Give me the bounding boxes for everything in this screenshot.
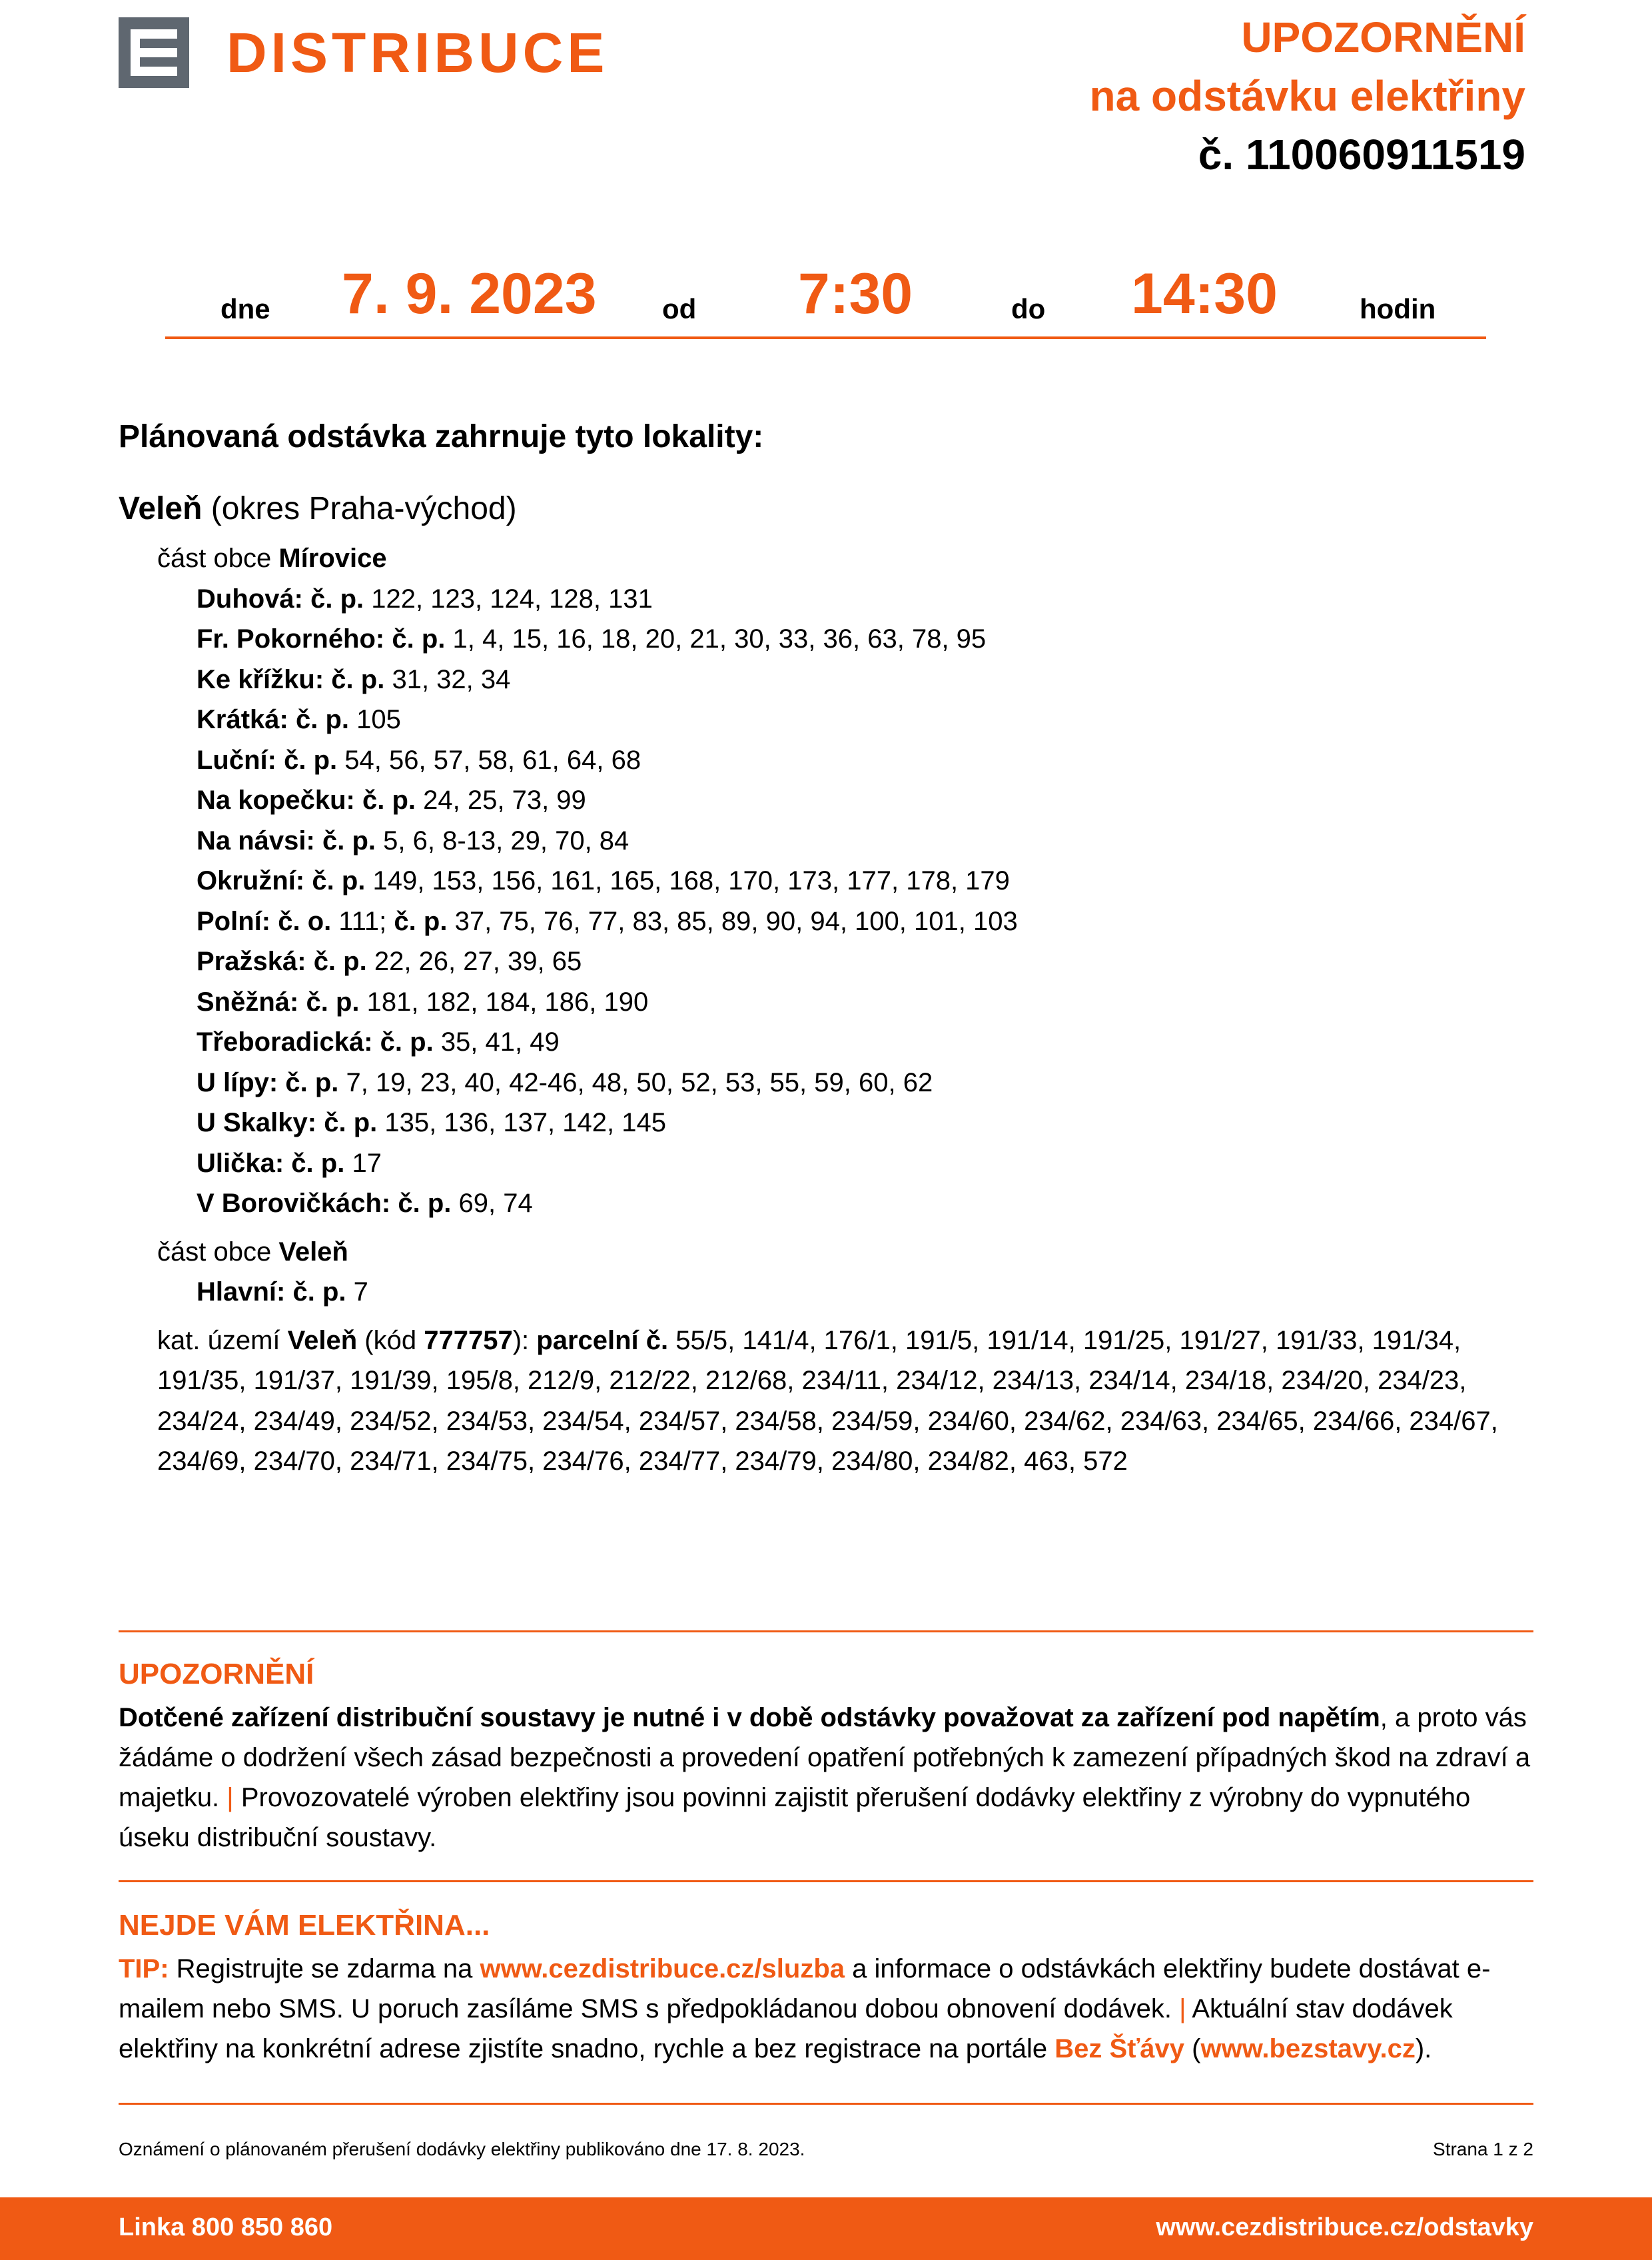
divider bbox=[119, 1630, 1533, 1632]
notice-number: č. 110060911519 bbox=[1198, 131, 1525, 179]
house-numbers: 7 bbox=[353, 1277, 368, 1307]
street-row bbox=[119, 1183, 1537, 1224]
street-row bbox=[119, 901, 1537, 942]
part-name: Veleň bbox=[278, 1237, 348, 1267]
no-power-text-2: a informace o odstávkách elektřiny budete dostávat e-mailem nebo SMS. U poruch zasíláme SMS s předpokládanou dobou obnovení dodávek. bbox=[119, 1954, 1491, 2023]
notice-title-line1: UPOZORNĚNÍ bbox=[1241, 13, 1525, 61]
bottom-bar bbox=[0, 2197, 1652, 2260]
street-row bbox=[119, 579, 1537, 620]
notice-title-line2: na odstávku elektřiny bbox=[1089, 72, 1525, 120]
number-type: č. p. bbox=[285, 1067, 339, 1097]
municipality-name: Veleň bbox=[119, 491, 203, 526]
house-numbers: 135, 136, 137, 142, 145 bbox=[384, 1108, 666, 1137]
street-row bbox=[119, 1272, 1537, 1313]
warning-text bbox=[119, 1698, 1537, 1858]
parcel-label: parcelní č. bbox=[536, 1325, 669, 1355]
number-type: č. p. bbox=[362, 786, 416, 815]
house-numbers: 35, 41, 49 bbox=[440, 1027, 560, 1057]
house-numbers: 22, 26, 27, 39, 65 bbox=[374, 947, 582, 976]
street-name: U lípy: bbox=[197, 1067, 278, 1097]
outage-to-time: 14:30 bbox=[1131, 262, 1278, 326]
house-numbers: 149, 153, 156, 161, 165, 168, 170, 173, 177, 178, 179 bbox=[372, 866, 1010, 895]
open-paren: ( bbox=[1192, 2034, 1201, 2063]
number-type: č. p. bbox=[312, 866, 366, 895]
logo-mark bbox=[119, 17, 189, 88]
part-prefix: část obce bbox=[157, 1237, 272, 1267]
house-numbers: 31, 32, 34 bbox=[392, 664, 511, 694]
street-row bbox=[119, 1063, 1537, 1103]
number-type: č. p. bbox=[394, 906, 448, 936]
street-name: U Skalky: bbox=[197, 1108, 317, 1137]
notice-title bbox=[1090, 8, 1525, 184]
logo-e-icon bbox=[131, 29, 177, 76]
number-type: č. p. bbox=[313, 947, 367, 976]
number-type: č. p. bbox=[284, 745, 338, 775]
part-name: Mírovice bbox=[278, 544, 387, 573]
number-type: č. p. bbox=[331, 664, 385, 694]
street-name: V Borovičkách: bbox=[197, 1189, 391, 1218]
outage-date: 7. 9. 2023 bbox=[342, 262, 597, 326]
street-name: Sněžná: bbox=[197, 987, 299, 1017]
no-power-heading: NEJDE VÁM ELEKTŘINA... bbox=[119, 1909, 490, 1942]
street-row bbox=[119, 861, 1537, 901]
warning-bold-text: Dotčené zařízení distribuční soustavy je nutné i v době odstávky považovat za zařízení pod napětím bbox=[119, 1703, 1380, 1732]
localities-heading: Plánovaná odstávka zahrnuje tyto lokality: bbox=[119, 419, 764, 454]
number-type: č. o. bbox=[278, 906, 332, 936]
divider bbox=[119, 2103, 1533, 2105]
street-row bbox=[119, 982, 1537, 1023]
house-numbers: 54, 56, 57, 58, 61, 64, 68 bbox=[344, 745, 641, 775]
day-label: dne bbox=[220, 293, 270, 324]
street-row bbox=[119, 700, 1537, 740]
no-power-text-3: Aktuální stav dodávek elektřiny na konkrétní adrese zjistíte snadno, rychle a bez registrace na portále bbox=[119, 1994, 1453, 2063]
brand-name: DISTRIBUCE bbox=[226, 21, 609, 84]
house-numbers: 105 bbox=[356, 705, 401, 734]
street-row bbox=[119, 1103, 1537, 1143]
street-name: Okružní: bbox=[197, 866, 305, 895]
street-name: Ke křížku: bbox=[197, 664, 324, 694]
street-row bbox=[119, 740, 1537, 781]
street-name: Třeboradická: bbox=[197, 1027, 373, 1057]
house-numbers: 69, 74 bbox=[458, 1189, 533, 1218]
street-row bbox=[119, 1022, 1537, 1063]
page-number: Strana 1 z 2 bbox=[1433, 2139, 1533, 2159]
number-type: č. p. bbox=[380, 1027, 434, 1057]
street-name: Na kopečku: bbox=[197, 786, 355, 815]
number-type: č. p. bbox=[306, 987, 360, 1017]
district: (okres Praha-východ) bbox=[210, 491, 517, 526]
registration-link[interactable]: www.cezdistribuce.cz/sluzba bbox=[480, 1954, 845, 1983]
street-row bbox=[119, 941, 1537, 982]
street-name: Fr. Pokorného: bbox=[197, 624, 385, 654]
number-type: č. p. bbox=[292, 1277, 346, 1307]
separator: | bbox=[1179, 1994, 1186, 2023]
house-numbers: 17 bbox=[352, 1148, 382, 1178]
house-numbers: 24, 25, 73, 99 bbox=[423, 786, 586, 815]
hours-label: hodin bbox=[1360, 293, 1436, 324]
cadastral-code-close: ): bbox=[512, 1325, 530, 1355]
divider bbox=[119, 1880, 1533, 1882]
street-name: Pražská: bbox=[197, 947, 306, 976]
number-type: č. p. bbox=[398, 1189, 452, 1218]
company-logo bbox=[119, 17, 608, 88]
street-name: Na návsi: bbox=[197, 826, 315, 855]
cadastral-parcels bbox=[157, 1321, 1529, 1482]
part-of-municipality bbox=[119, 538, 1537, 579]
part-prefix: část obce bbox=[157, 544, 272, 573]
municipality bbox=[119, 490, 517, 527]
part-of-municipality bbox=[119, 1232, 1537, 1273]
warning-text-1: , a proto vás žádáme o dodržení všech zásad bezpečnosti a provedení opatření potřebných k zamezení případných škod na zdraví a majetku. bbox=[119, 1703, 1531, 1812]
cadastral-prefix: kat. území bbox=[157, 1325, 280, 1355]
website-link[interactable]: www.cezdistribuce.cz/odstavky bbox=[1156, 2213, 1533, 2241]
street-name: Duhová: bbox=[197, 584, 303, 614]
house-numbers: 1, 4, 15, 16, 18, 20, 21, 30, 33, 36, 63, 78, 95 bbox=[452, 624, 987, 654]
house-numbers: 37, 75, 76, 77, 83, 85, 89, 90, 94, 100, 101, 103 bbox=[454, 906, 1018, 936]
number-type: č. p. bbox=[291, 1148, 345, 1178]
house-numbers: 122, 123, 124, 128, 131 bbox=[371, 584, 653, 614]
outage-from-time: 7:30 bbox=[798, 262, 913, 326]
hotline[interactable]: Linka 800 850 860 bbox=[119, 2213, 333, 2241]
no-power-text-1: Registrujte se zdarma na bbox=[176, 1954, 473, 1983]
from-label: od bbox=[662, 293, 697, 324]
number-type: č. p. bbox=[295, 705, 349, 734]
parcel-numbers: 55/5, 141/4, 176/1, 191/5, 191/14, 191/25, 191/27, 191/33, 191/34, 191/35, 191/37, 191/39, 195/8, 212/9, 212/22, 212/68, 234/11, 234/12, 234/13, 234/14, 234/18, 234/20, 234/23, 234/24, 234/49, 234/52, 234/53, 234/54, 234/57, 234/58, 234/59, 234/60, 234/62, 234/63, 234/65, 234/66, 234/67, 234/69, 234/70, 234/71, 234/75, 234/76, 234/77, 234/79, 234/80, 234/82, 463, 572 bbox=[157, 1325, 1498, 1476]
street-row bbox=[119, 780, 1537, 821]
to-label: do bbox=[1011, 293, 1046, 324]
number-type: č. p. bbox=[324, 1108, 378, 1137]
cadastral-code: 777757 bbox=[424, 1325, 513, 1355]
number-type: č. p. bbox=[310, 584, 364, 614]
warning-text-2: Provozovatelé výroben elektřiny jsou povinni zajistit přerušení dodávky elektřiny z výrobny do vypnutého úseku distribuční soustavy. bbox=[119, 1783, 1471, 1852]
street-row bbox=[119, 1143, 1537, 1184]
street-name: Hlavní: bbox=[197, 1277, 286, 1307]
outage-date-row bbox=[165, 253, 1486, 339]
bezstavy-link[interactable]: www.bezstavy.cz bbox=[1200, 2034, 1416, 2063]
number-type: č. p. bbox=[322, 826, 376, 855]
cadastral-name: Veleň bbox=[287, 1325, 358, 1355]
street-row bbox=[119, 821, 1537, 861]
no-power-text bbox=[119, 1949, 1537, 2069]
number-type: č. p. bbox=[392, 624, 446, 654]
separator: | bbox=[226, 1783, 234, 1812]
street-row bbox=[119, 660, 1537, 700]
house-numbers: 7, 19, 23, 40, 42-46, 48, 50, 52, 53, 55, 59, 60, 62 bbox=[346, 1067, 933, 1097]
house-numbers: 5, 6, 8-13, 29, 70, 84 bbox=[383, 826, 629, 855]
house-numbers: 111; bbox=[338, 906, 387, 936]
street-name: Luční: bbox=[197, 745, 276, 775]
street-row bbox=[119, 619, 1537, 660]
published-note: Oznámení o plánovaném přerušení dodávky elektřiny publikováno dne 17. 8. 2023. bbox=[119, 2139, 805, 2159]
street-name: Polní: bbox=[197, 906, 271, 936]
street-name: Ulička: bbox=[197, 1148, 284, 1178]
locality-list bbox=[119, 538, 1537, 1482]
house-numbers: 181, 182, 184, 186, 190 bbox=[366, 987, 649, 1017]
street-name: Krátká: bbox=[197, 705, 288, 734]
warning-heading: UPOZORNĚNÍ bbox=[119, 1658, 314, 1690]
tip-label: TIP: bbox=[119, 1954, 169, 1983]
cadastral-code-label: (kód bbox=[364, 1325, 417, 1355]
close-paren: ). bbox=[1415, 2034, 1432, 2063]
portal-name: Bez Šťávy bbox=[1054, 2034, 1185, 2063]
